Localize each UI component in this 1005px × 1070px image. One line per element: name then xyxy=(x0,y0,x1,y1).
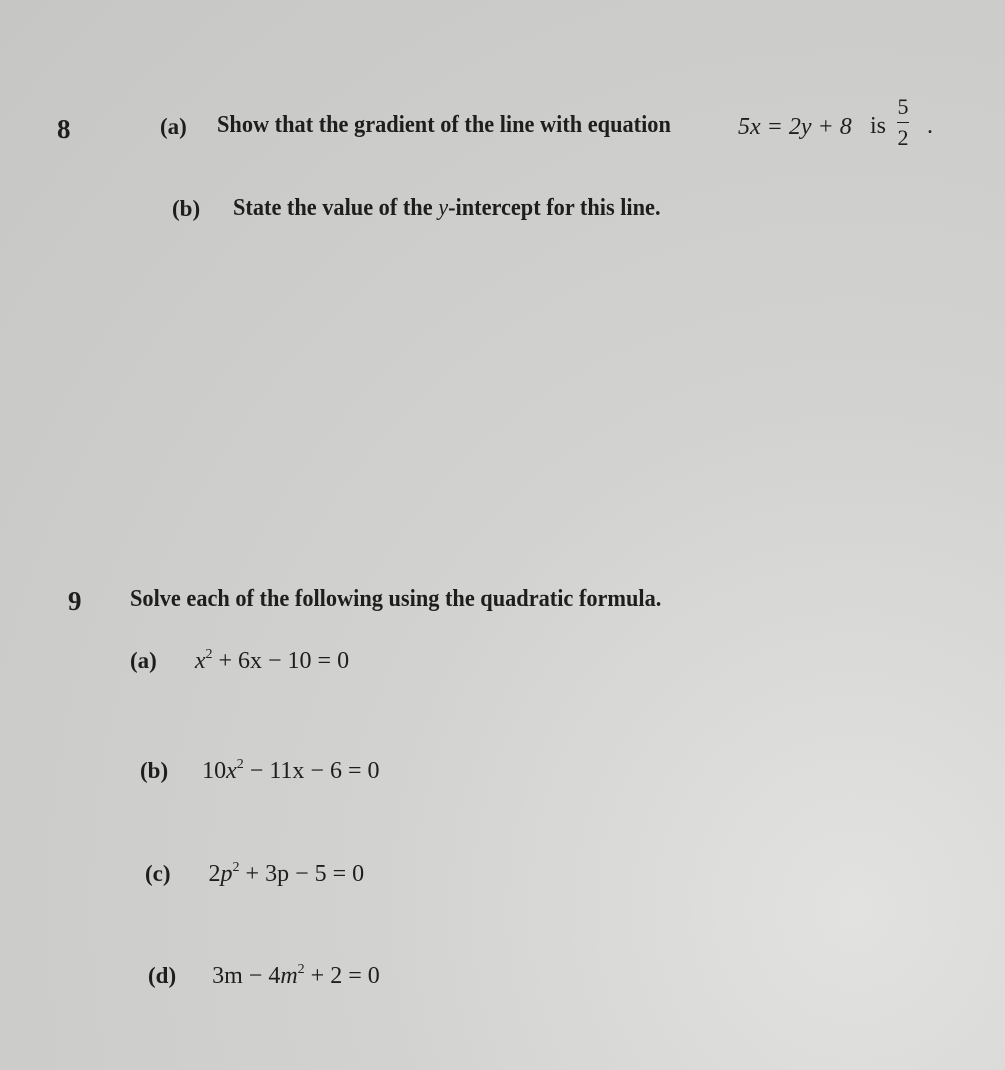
q9d-label: (d) xyxy=(148,963,177,988)
q8a-period: . xyxy=(927,113,933,139)
q8a-text: Show that the gradient of the line with equation xyxy=(217,112,671,138)
q8a-label: (a) xyxy=(160,114,187,139)
eq-post: − 11x − 6 = 0 xyxy=(243,758,380,784)
q8b-text-after: -intercept for this line. xyxy=(448,195,661,221)
q9d-equation xyxy=(212,963,380,989)
q8a-equation: 5x = 2y + 8 xyxy=(738,114,852,140)
eq-pre: 2 xyxy=(208,861,221,887)
q9c xyxy=(145,860,364,888)
q8b-var: y xyxy=(438,195,449,221)
q9c-equation xyxy=(209,861,365,887)
eq-exponent: 2 xyxy=(297,962,305,977)
eq-pre: 3m − 4 xyxy=(212,963,281,989)
fraction-bar xyxy=(897,122,909,123)
q8b-text xyxy=(233,195,661,222)
fraction-numerator: 5 xyxy=(897,94,909,119)
q9a xyxy=(130,647,349,675)
eq-var: x xyxy=(226,758,237,784)
eq-exponent: 2 xyxy=(205,647,213,662)
q9d xyxy=(148,962,380,990)
q8b-text-before: State the value of the xyxy=(233,195,433,221)
eq-exponent: 2 xyxy=(236,757,244,772)
q8b-label: (b) xyxy=(172,196,201,221)
q9b-equation xyxy=(202,758,379,784)
eq-post: + 3p − 5 = 0 xyxy=(239,861,365,887)
q9b xyxy=(140,757,380,785)
question-9-number: 9 xyxy=(68,586,82,616)
q9c-label: (c) xyxy=(145,861,171,886)
eq-exponent: 2 xyxy=(232,860,240,875)
q9b-label: (b) xyxy=(140,758,169,783)
q9a-equation xyxy=(195,648,349,674)
question-8-number: 8 xyxy=(57,114,71,144)
q9a-label: (a) xyxy=(130,648,157,673)
eq-var: m xyxy=(280,963,298,989)
fraction-denominator: 2 xyxy=(897,125,909,150)
fraction-five-halves xyxy=(897,96,909,149)
eq-post: + 6x − 10 = 0 xyxy=(212,648,350,674)
eq-pre: 10 xyxy=(202,758,227,784)
eq-var: x xyxy=(194,648,206,674)
q9-instruction: Solve each of the following using the quadratic formula. xyxy=(130,586,662,612)
q8a-is: is xyxy=(870,113,887,139)
eq-post: + 2 = 0 xyxy=(304,963,380,989)
eq-var: p xyxy=(220,861,233,887)
